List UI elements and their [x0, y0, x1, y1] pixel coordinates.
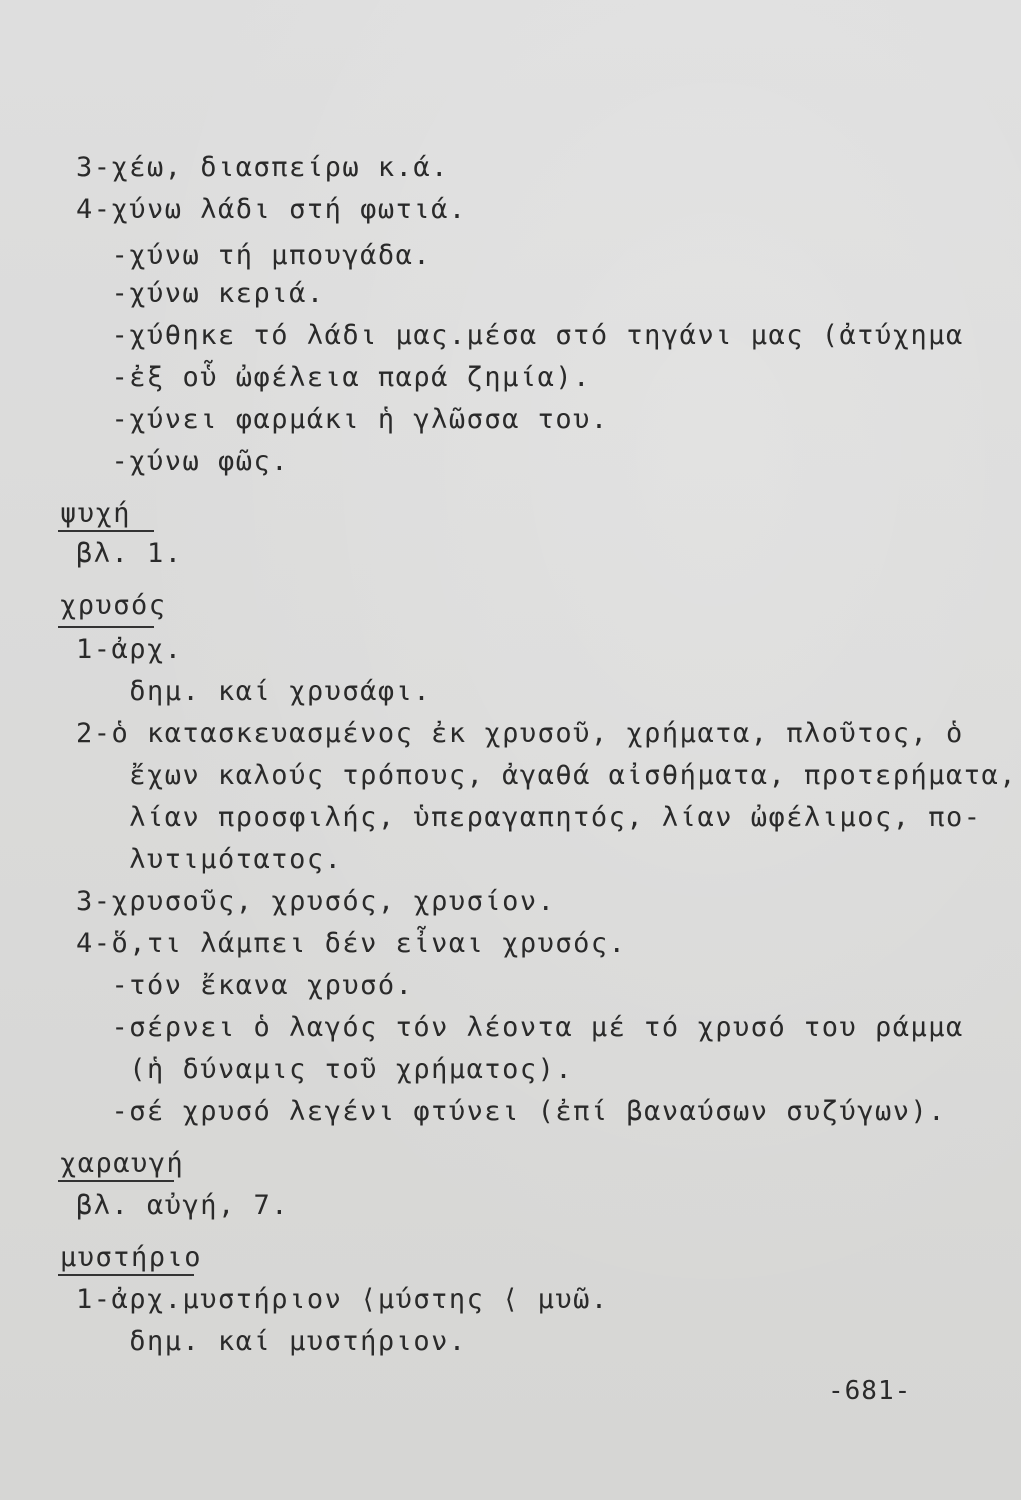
text-line: λίαν προσφιλής, ὑπεραγαπητός, λίαν ὠφέλιμος, πο-: [76, 802, 982, 833]
text-line: 4-χύνω λάδι στή φωτιά.: [76, 194, 467, 225]
headword-underline: [58, 626, 154, 628]
text-line: δημ. καί χρυσάφι.: [76, 676, 432, 707]
headword-underline: [58, 1180, 174, 1182]
text-line: βλ. αὐγή, 7.: [76, 1190, 290, 1221]
text-line: 3-χέω, διασπείρω κ.ά.: [76, 152, 449, 183]
text-line: -ἐξ οὗ ὠφέλεια παρά ζημία).: [76, 362, 591, 393]
text-line: ἔχων καλούς τρόπους, ἀγαθά αἰσθήματα, προτερήματα,: [76, 760, 1018, 791]
text-line: -χύνω κεριά.: [76, 278, 325, 309]
text-line: -χύθηκε τό λάδι μας.μέσα στό τηγάνι μας (ἀτύχημα: [76, 320, 964, 351]
text-line: 1-ἀρχ.μυστήριον ⟨μύστης ⟨ μυῶ.: [76, 1284, 609, 1315]
text-line: -σέ χρυσό λεγένι φτύνει (ἐπί βαναύσων συζύγων).: [76, 1096, 947, 1127]
text-line: βλ. 1.: [76, 538, 183, 569]
headword-underline: [58, 530, 154, 532]
text-line: 4-ὅ,τι λάμπει δέν εἶναι χρυσός.: [76, 928, 627, 959]
text-line: 3-χρυσοῦς, χρυσός, χρυσίον.: [76, 886, 556, 917]
page-number: -681-: [828, 1376, 912, 1406]
text-line: δημ. καί μυστήριον.: [76, 1326, 467, 1357]
text-line: -χύνει φαρμάκι ἡ γλῶσσα του.: [76, 404, 609, 435]
text-line: -σέρνει ὁ λαγός τόν λέοντα μέ τό χρυσό του ράμμα: [76, 1012, 964, 1043]
text-line: λυτιμότατος.: [76, 844, 343, 875]
entry-headword: χαραυγή: [60, 1148, 185, 1179]
text-line: (ἡ δύναμις τοῦ χρήματος).: [76, 1054, 574, 1085]
entry-headword: χρυσός: [60, 590, 167, 621]
text-line: -τόν ἔκανα χρυσό.: [76, 970, 414, 1001]
text-line: -χύνω τή μπουγάδα.: [76, 240, 432, 271]
entry-headword: ψυχή: [60, 498, 132, 529]
text-line: 2-ὁ κατασκευασμένος ἐκ χρυσοῦ, χρήματα, πλοῦτος, ὁ: [76, 718, 964, 749]
entry-headword: μυστήριο: [60, 1242, 203, 1273]
text-line: -χύνω φῶς.: [76, 446, 290, 477]
headword-underline: [58, 1274, 194, 1276]
text-line: 1-ἀρχ.: [76, 634, 183, 665]
